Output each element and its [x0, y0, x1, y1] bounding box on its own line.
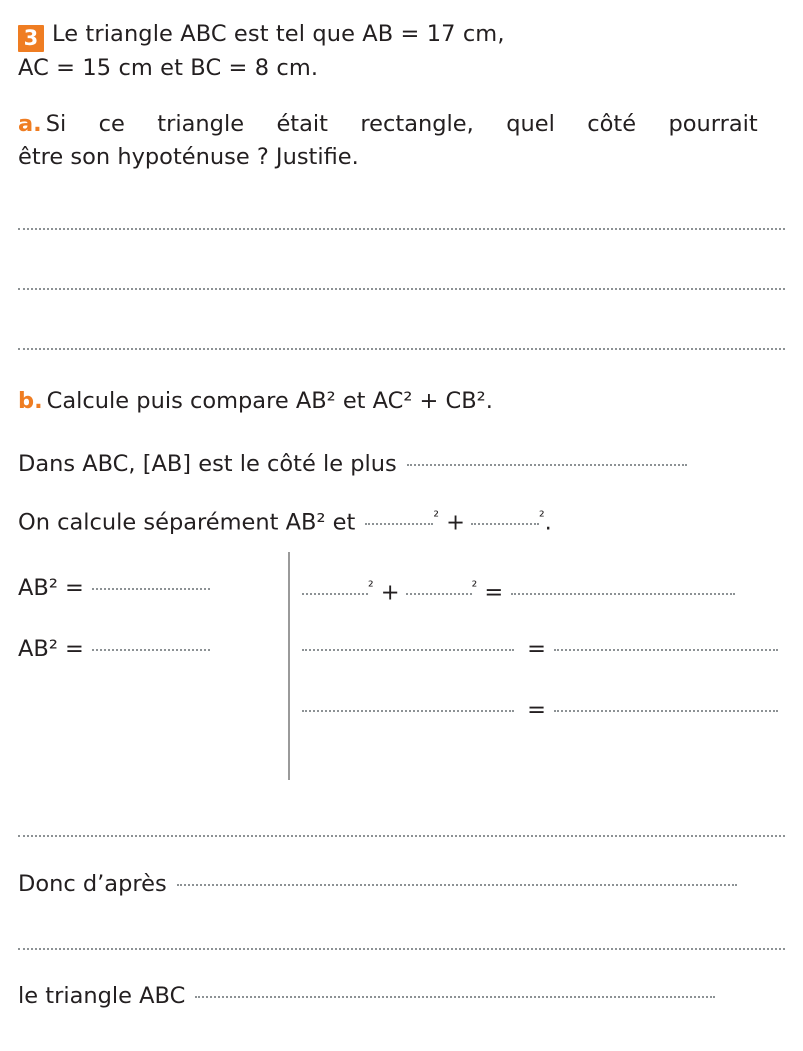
- line-on-calcule: [18, 502, 785, 538]
- line-on-calcule-text: On calcule séparément AB² et: [18, 509, 356, 536]
- line-dans-abc-text: Dans ABC, [AB] est le côté le plus: [18, 451, 397, 477]
- fill-blank-r3-result[interactable]: [554, 694, 778, 712]
- line-le-triangle: [18, 980, 785, 1011]
- question-a-label: a.: [18, 111, 42, 137]
- question-b-label: b.: [18, 388, 43, 414]
- sup-2-c: ²: [368, 579, 374, 595]
- fill-blank-donc[interactable]: [177, 868, 737, 886]
- statement-line-2: AC = 15 cm et BC = 8 cm.: [18, 55, 319, 81]
- fill-blank-triangle[interactable]: [195, 980, 715, 998]
- line-le-triangle-text: le triangle ABC: [18, 983, 186, 1009]
- answer-line-a-1[interactable]: [18, 228, 785, 230]
- exercise-statement: [18, 18, 785, 85]
- question-a-line-1: Si ce triangle était rectangle, quel côté pourrait: [45, 111, 758, 137]
- equals-right-2: =: [527, 636, 547, 662]
- plus-sign-2: +: [380, 579, 400, 606]
- calc-right-row-2: [302, 633, 785, 664]
- fill-blank-r1-term1[interactable]: [302, 577, 368, 595]
- fill-blank-cote-plus[interactable]: [407, 448, 687, 466]
- fill-blank-term-2[interactable]: [471, 507, 539, 525]
- calc-left-row-2: [18, 633, 278, 664]
- calc-left-row-1: [18, 572, 278, 603]
- sup-2-d: ²: [471, 579, 478, 595]
- ab2-label-2: AB²: [18, 636, 58, 662]
- question-a-line-2: être son hypoténuse ? Justifie.: [18, 144, 359, 170]
- answer-line-b-1[interactable]: [18, 835, 785, 837]
- ab2-label-1: AB²: [18, 575, 58, 601]
- fill-blank-r2-left[interactable]: [302, 633, 514, 651]
- line-dans-abc: [18, 448, 785, 479]
- period-1: .: [544, 509, 552, 536]
- line-donc-dapres-text: Donc d’après: [18, 871, 167, 897]
- question-a: [18, 108, 785, 174]
- fill-blank-term-1[interactable]: [365, 507, 433, 525]
- vertical-divider: [288, 552, 290, 780]
- fill-blank-r1-result[interactable]: [511, 577, 735, 595]
- fill-blank-r3-left[interactable]: [302, 694, 514, 712]
- sup-2-b: ²: [538, 509, 545, 525]
- question-b: [18, 385, 785, 418]
- exercise-number-badge: 3: [18, 25, 44, 52]
- calc-right-row-3: [302, 694, 785, 725]
- equals-left-2: =: [65, 636, 84, 662]
- answer-line-a-2[interactable]: [18, 288, 785, 290]
- fill-blank-ab2-2[interactable]: [92, 633, 210, 651]
- equals-left-1: =: [65, 575, 84, 601]
- line-donc-dapres: [18, 868, 785, 899]
- question-b-text: Calcule puis compare AB² et AC² + CB².: [46, 388, 493, 414]
- plus-sign-1: +: [446, 509, 465, 536]
- sup-2-a: ²: [433, 509, 439, 525]
- fill-blank-r1-term2[interactable]: [406, 577, 472, 595]
- fill-blank-r2-result[interactable]: [554, 633, 778, 651]
- fill-blank-ab2-1[interactable]: [92, 572, 210, 590]
- statement-line-1: Le triangle ABC est tel que AB = 17 cm,: [52, 21, 505, 47]
- answer-line-a-3[interactable]: [18, 348, 785, 350]
- calc-right-row-1: [302, 572, 785, 608]
- equals-right-3: =: [527, 697, 547, 723]
- answer-line-b-2[interactable]: [18, 948, 785, 950]
- equals-right-1: =: [484, 579, 504, 606]
